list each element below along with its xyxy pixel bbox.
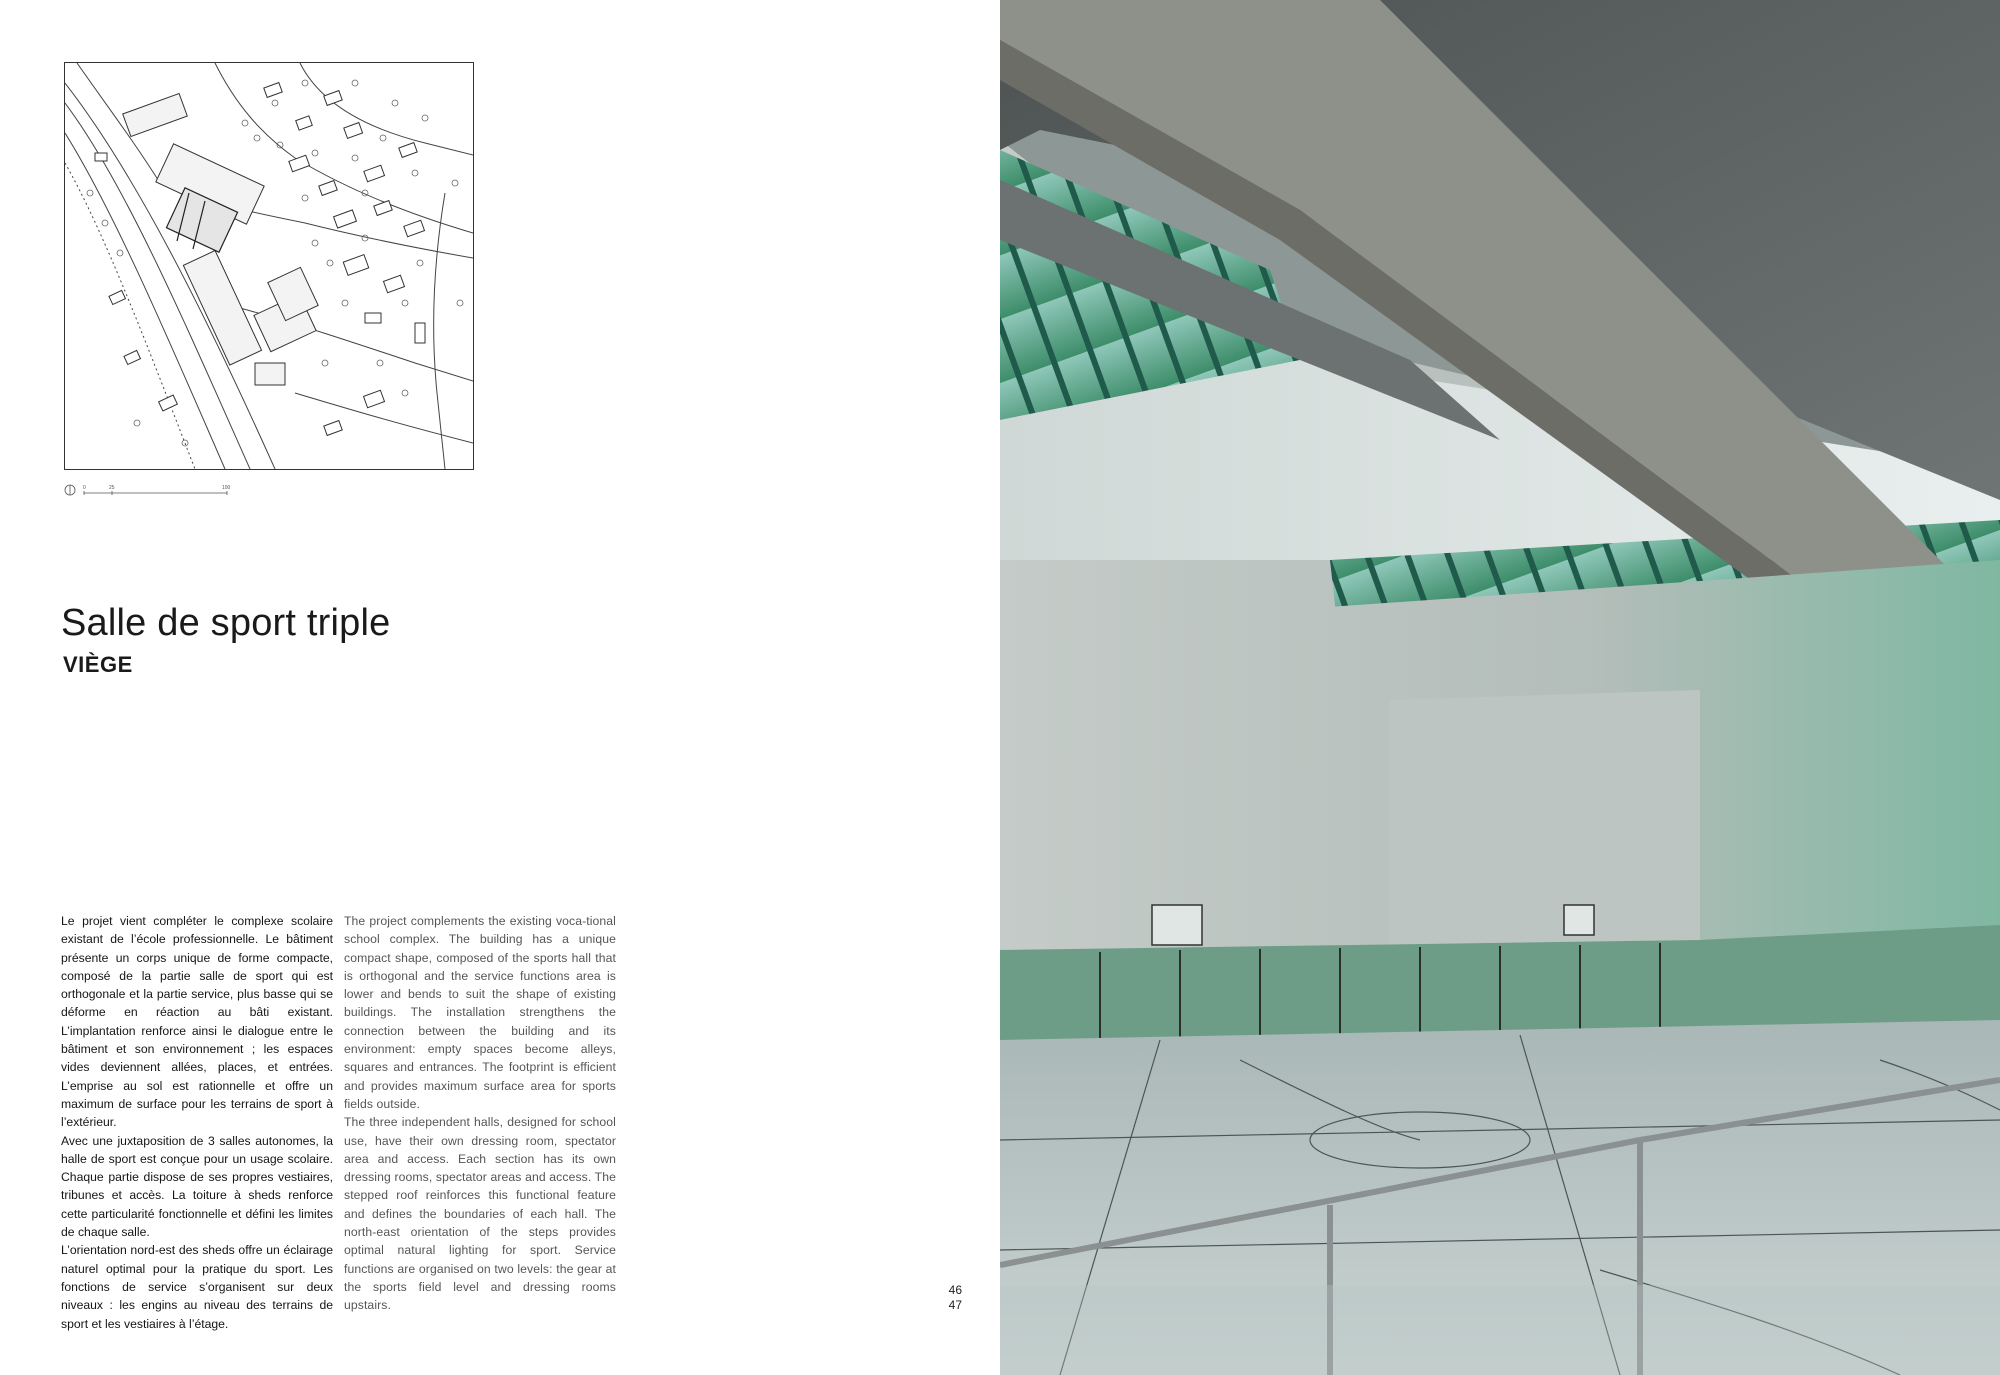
- project-title: Salle de sport triple: [61, 602, 391, 644]
- paragraph: The three independent halls, designed for school use, have their own dressing room, spectator area and access. Each section has its own dressing rooms, spectator areas and access. The stepped roof reinforces this functional feature and defines the boundaries of each hall. The north-east orientation of the steps provides optimal natural lighting for sport. Service functions are organised on two levels: the gear at the sports field level and dressing rooms upstairs.: [344, 1115, 616, 1313]
- scale-label-0: 0: [83, 485, 86, 491]
- paragraph: Avec une juxtaposition de 3 salles autonomes, la halle de sport est conçue pour un usage scolaire. Chaque partie dispose de ses propres vestiaires, tribunes et accès. La toiture à sheds renforce cette particularité fonctionnelle et défini les limites de chaque salle.: [61, 1133, 333, 1240]
- page-numbers: [922, 1283, 962, 1313]
- scale-label-100: 100: [222, 485, 231, 491]
- page-number-right: 47: [948, 1298, 962, 1312]
- scale-label-25: 25: [109, 485, 115, 491]
- scale-bar: [64, 482, 244, 498]
- paragraph: The project complements the existing voca-tional school complex. The building has a unique compact shape, composed of the sports hall that is orthogonal and the service functions area is lower and bends to suit the shape of existing buildings. The installation strengthens the connection between the building and its environment: empty spaces become alleys, squares and entrances. The footprint is efficient and provides maximum surface area for sports fields outside.: [344, 914, 616, 1111]
- paragraph: Le projet vient compléter le complexe scolaire existant de l’école professionnelle. Le bâtiment présente un corps unique de forme compacte, composé de la partie salle de sport qui est orthogonale et la partie service, plus basse qui se déforme en réaction au bâti existant. L’implantation renforce ainsi le dialogue entre le bâtiment et son environnement ; les espaces vides deviennent allées, places, et entrées. L’emprise au sol est rationnelle et offre un maximum de surface pour les terrains de sport à l’extérieur.: [61, 914, 333, 1130]
- page-number-left: 46: [948, 1283, 962, 1297]
- site-plan-drawing: [64, 62, 474, 470]
- english-text-column: [344, 912, 616, 1315]
- project-location: VIÈGE: [63, 652, 133, 677]
- french-text-column: [61, 912, 333, 1333]
- gym-interior-photo: [1000, 0, 2000, 1375]
- paragraph: L’orientation nord-est des sheds offre un éclairage naturel optimal pour la pratique du sport. Les fonctions de service s’organisent sur deux niveaux : les engins au niveau des terrains de sport et les vestiaires à l’étage.: [61, 1243, 333, 1331]
